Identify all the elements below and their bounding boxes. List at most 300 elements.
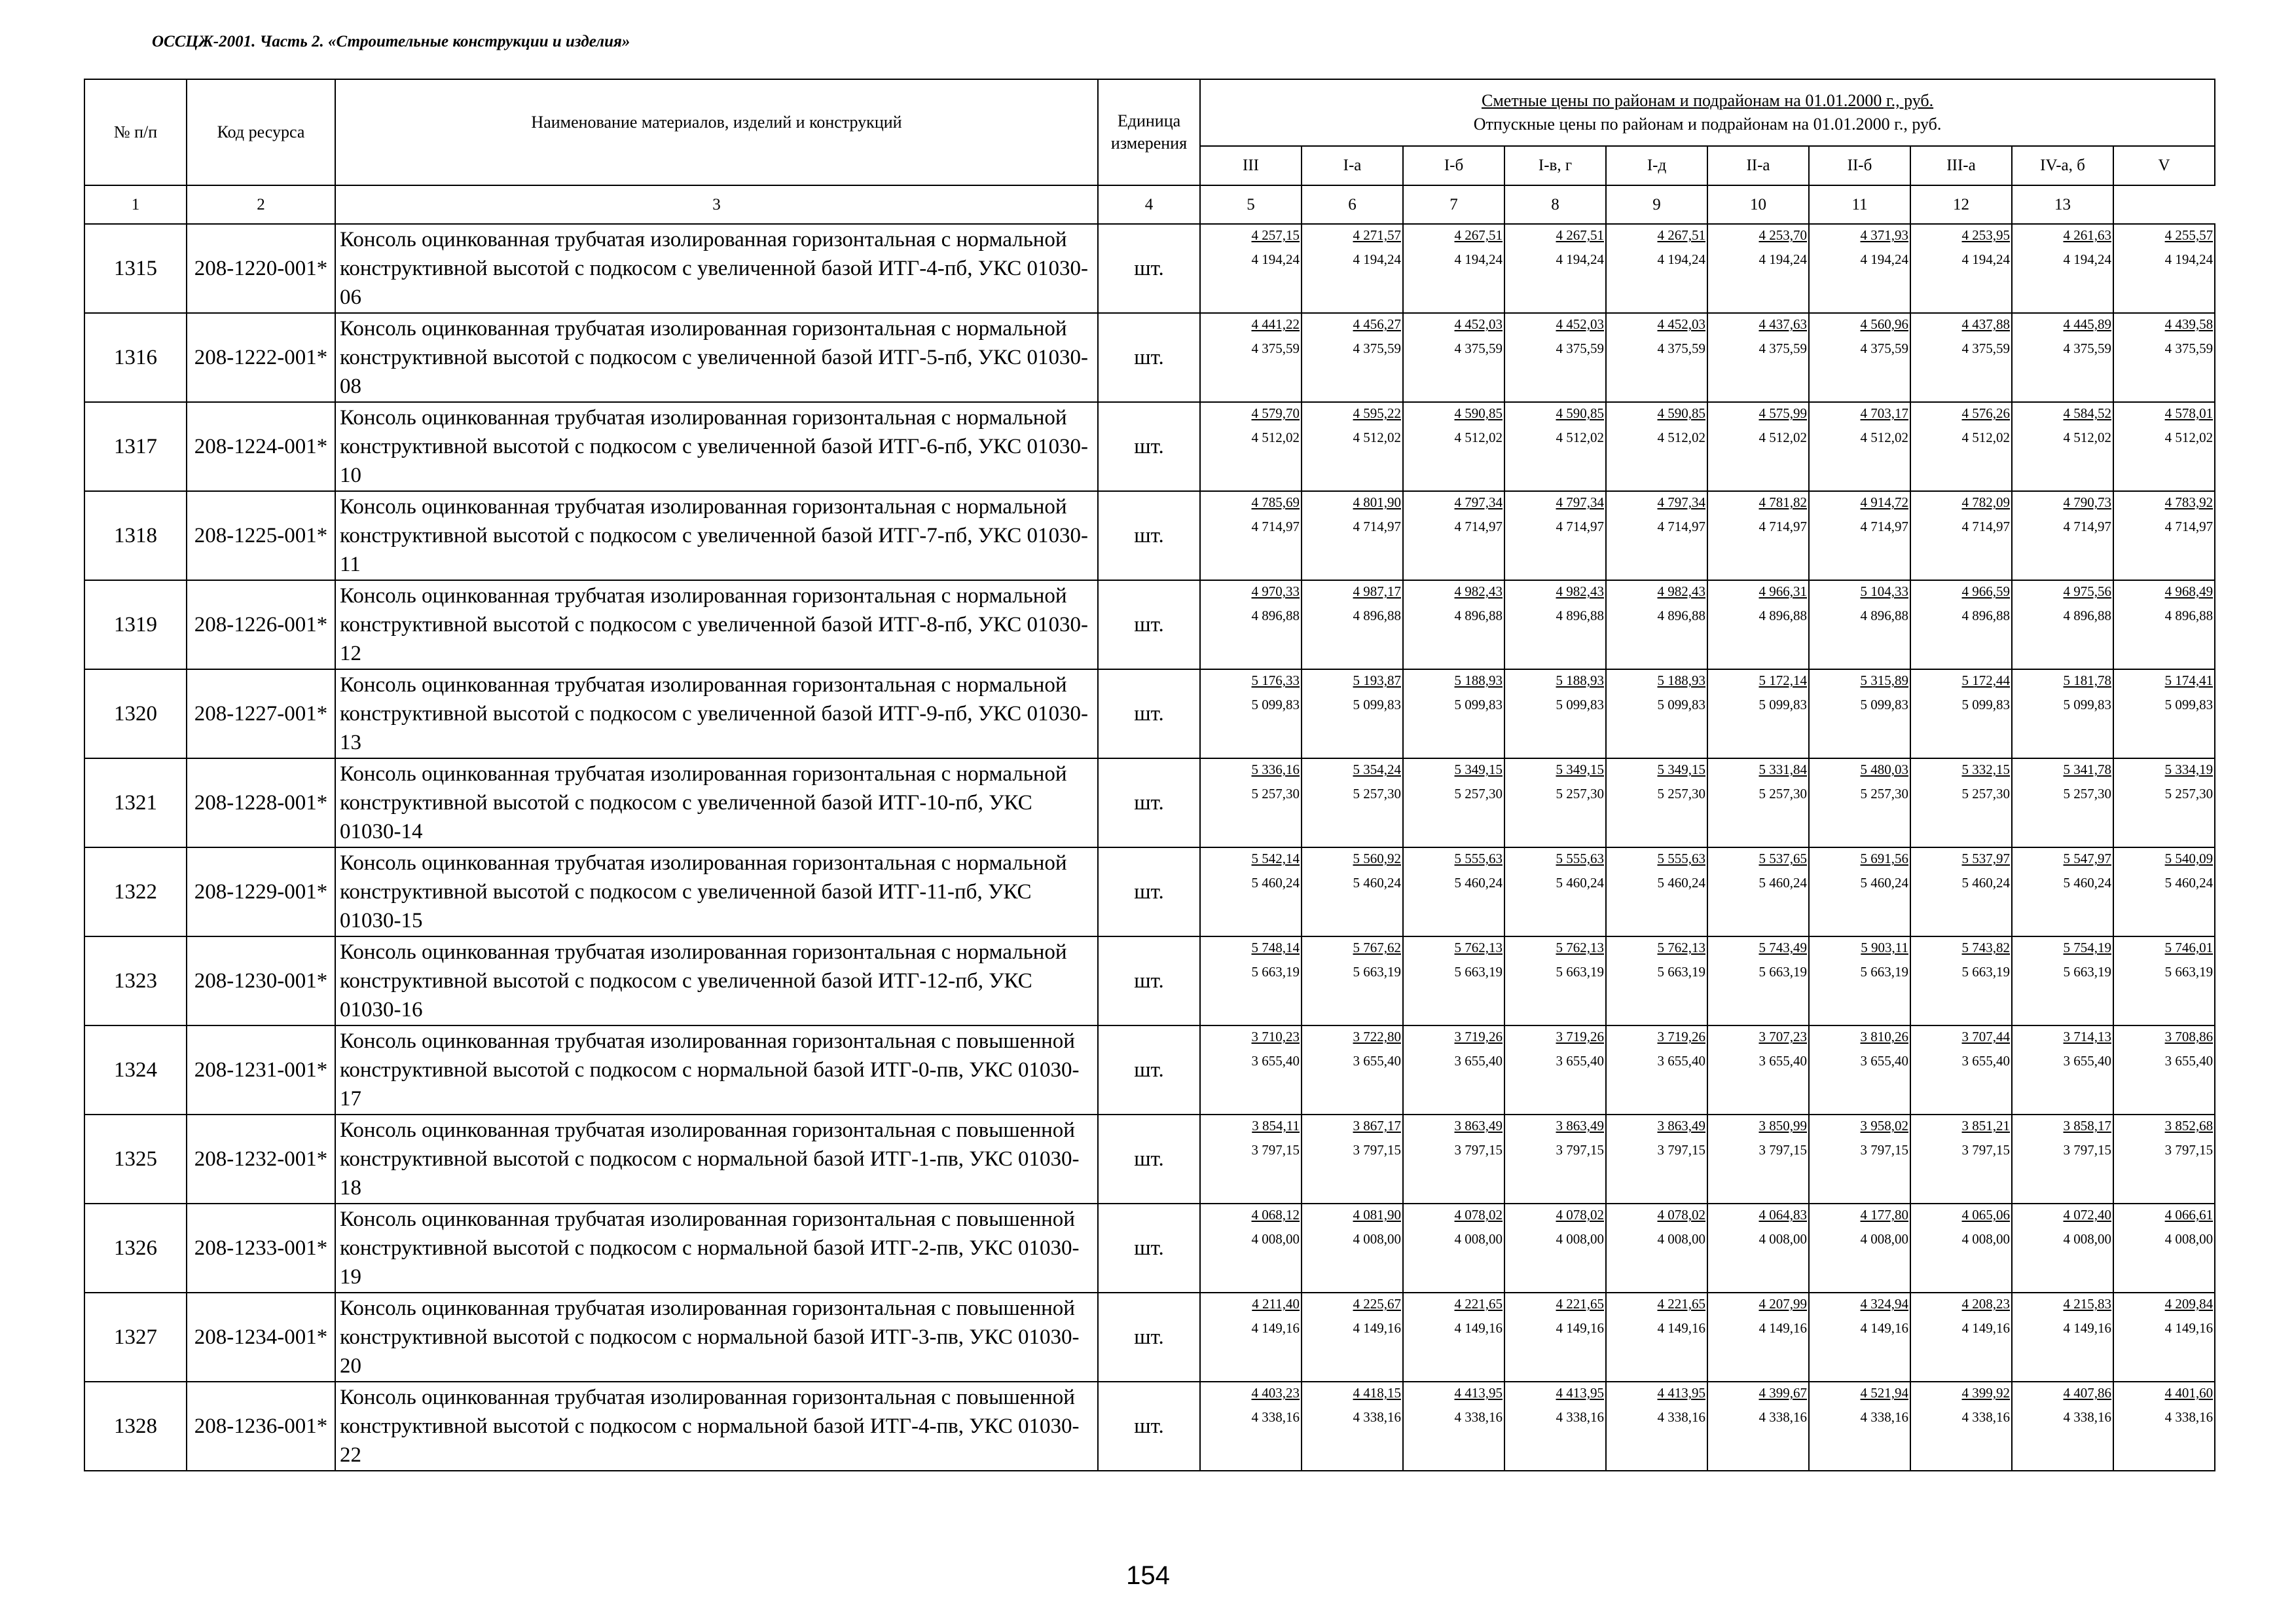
price-cell	[1606, 1115, 1707, 1204]
estimate-price: 4 371,93	[1860, 227, 1908, 243]
release-price: 4 896,88	[1657, 608, 1705, 623]
estimate-price: 3 851,21	[1961, 1118, 2010, 1134]
price-cell	[2012, 224, 2113, 313]
release-price: 4 512,02	[2063, 430, 2111, 445]
price-cell	[1606, 402, 1707, 491]
price-cell	[1606, 224, 1707, 313]
unit-of-measure: шт.	[1098, 936, 1200, 1025]
estimate-price: 4 441,22	[1251, 316, 1300, 332]
release-price: 4 008,00	[1657, 1231, 1705, 1247]
price-cell	[2012, 1293, 2113, 1382]
estimate-price: 5 748,14	[1251, 940, 1300, 955]
table-row	[84, 580, 2215, 669]
price-cell	[1302, 936, 1403, 1025]
column-number: 9	[1606, 185, 1707, 224]
release-price: 3 797,15	[1758, 1142, 1807, 1158]
price-cell	[1809, 1382, 1910, 1471]
price-cell	[1200, 491, 1302, 580]
release-price: 5 460,24	[1860, 875, 1908, 891]
column-number: 2	[187, 185, 335, 224]
price-cell	[2113, 313, 2215, 402]
estimate-price: 4 413,95	[1454, 1385, 1503, 1401]
price-cell	[2113, 580, 2215, 669]
release-price: 4 375,59	[2164, 341, 2214, 356]
unit-of-measure: шт.	[1098, 224, 1200, 313]
unit-of-measure: шт.	[1098, 402, 1200, 491]
estimate-price: 5 480,03	[1860, 762, 1908, 777]
row-number: 1316	[84, 313, 187, 402]
unit-of-measure: шт.	[1098, 1115, 1200, 1204]
price-cell	[1504, 313, 1606, 402]
estimate-price: 4 078,02	[1454, 1207, 1503, 1223]
price-cell	[1200, 1293, 1302, 1382]
release-price: 4 008,00	[1251, 1231, 1300, 1247]
release-price: 4 338,16	[1758, 1409, 1807, 1425]
header-price-estimate: Сметные цены по районам и подрайонам на 01.01.2000 г., руб.	[1481, 91, 1934, 110]
table-row	[84, 847, 2215, 936]
estimate-price: 4 225,67	[1353, 1296, 1401, 1312]
estimate-price: 5 762,13	[1454, 940, 1503, 955]
release-price: 5 460,24	[2164, 875, 2214, 891]
resource-code: 208-1224-001*	[187, 402, 335, 491]
column-number-row	[84, 185, 2215, 224]
estimate-price: 4 209,84	[2164, 1296, 2214, 1312]
estimate-price: 4 407,86	[2063, 1385, 2111, 1401]
estimate-price: 4 253,95	[1961, 227, 2010, 243]
price-cell	[1910, 1293, 2012, 1382]
release-price: 5 663,19	[1454, 964, 1503, 980]
price-cell	[1910, 491, 2012, 580]
release-price: 3 655,40	[1454, 1053, 1503, 1069]
price-cell	[2113, 758, 2215, 847]
price-cell	[2113, 1025, 2215, 1115]
release-price: 4 008,00	[1556, 1231, 1604, 1247]
price-cell	[1302, 224, 1403, 313]
price-cell	[1302, 1204, 1403, 1293]
price-cell	[1910, 224, 2012, 313]
resource-code: 208-1236-001*	[187, 1382, 335, 1471]
estimate-price: 5 746,01	[2164, 940, 2214, 955]
price-cell	[1606, 936, 1707, 1025]
estimate-price: 4 797,34	[1556, 494, 1604, 510]
estimate-price: 4 439,58	[2164, 316, 2214, 332]
price-cell	[1707, 580, 1809, 669]
estimate-price: 4 781,82	[1758, 494, 1807, 510]
estimate-price: 5 547,97	[2063, 851, 2111, 866]
region-header: I-в, г	[1504, 146, 1606, 185]
unit-of-measure: шт.	[1098, 758, 1200, 847]
estimate-price: 5 555,63	[1556, 851, 1604, 866]
estimate-price: 4 590,85	[1657, 405, 1705, 421]
price-cell	[2012, 491, 2113, 580]
price-cell	[1302, 1293, 1403, 1382]
estimate-price: 4 399,92	[1961, 1385, 2010, 1401]
price-cell	[1910, 936, 2012, 1025]
price-cell	[1200, 313, 1302, 402]
item-name: Консоль оцинкованная трубчатая изолированная горизонтальная с повышенной конструктивной высотой с подкосом с нормальной базой ИТГ-1-пв, УКС 01030-18	[335, 1115, 1098, 1204]
price-cell	[1200, 758, 1302, 847]
release-price: 4 714,97	[1556, 519, 1604, 534]
estimate-price: 3 708,86	[2164, 1029, 2214, 1044]
price-cell	[1606, 669, 1707, 758]
release-price: 5 099,83	[1657, 697, 1705, 712]
row-number: 1324	[84, 1025, 187, 1115]
row-number: 1320	[84, 669, 187, 758]
release-price: 4 714,97	[1454, 519, 1503, 534]
release-price: 4 375,59	[1961, 341, 2010, 356]
release-price: 3 797,15	[2063, 1142, 2111, 1158]
column-number: 10	[1707, 185, 1809, 224]
release-price: 5 257,30	[1556, 786, 1604, 802]
estimate-price: 5 540,09	[2164, 851, 2214, 866]
price-cell	[1809, 1025, 1910, 1115]
estimate-price: 4 399,67	[1758, 1385, 1807, 1401]
release-price: 4 512,02	[1454, 430, 1503, 445]
price-cell	[1403, 491, 1504, 580]
price-cell	[1707, 1382, 1809, 1471]
resource-code: 208-1225-001*	[187, 491, 335, 580]
price-cell	[1200, 224, 1302, 313]
release-price: 3 655,40	[1353, 1053, 1401, 1069]
release-price: 4 896,88	[1556, 608, 1604, 623]
price-cell	[2113, 1204, 2215, 1293]
release-price: 4 149,16	[1556, 1320, 1604, 1336]
price-cell	[1302, 847, 1403, 936]
price-cell	[1910, 1204, 2012, 1293]
price-cell	[1910, 1115, 2012, 1204]
release-price: 4 375,59	[1860, 341, 1908, 356]
estimate-price: 3 958,02	[1860, 1118, 1908, 1134]
release-price: 4 194,24	[1657, 251, 1705, 267]
price-cell	[1403, 669, 1504, 758]
release-price: 5 099,83	[1556, 697, 1604, 712]
release-price: 4 194,24	[1961, 251, 2010, 267]
release-price: 5 099,83	[1758, 697, 1807, 712]
price-cell	[2012, 1115, 2113, 1204]
estimate-price: 5 691,56	[1860, 851, 1908, 866]
estimate-price: 4 072,40	[2063, 1207, 2111, 1223]
row-number: 1321	[84, 758, 187, 847]
release-price: 3 797,15	[2164, 1142, 2214, 1158]
estimate-price: 4 324,94	[1860, 1296, 1908, 1312]
release-price: 4 512,02	[1353, 430, 1401, 445]
release-price: 4 008,00	[2063, 1231, 2111, 1247]
estimate-price: 4 261,63	[2063, 227, 2111, 243]
release-price: 3 655,40	[1758, 1053, 1807, 1069]
region-header: I-а	[1302, 146, 1403, 185]
estimate-price: 4 970,33	[1251, 583, 1300, 599]
release-price: 4 149,16	[1860, 1320, 1908, 1336]
estimate-price: 5 349,15	[1556, 762, 1604, 777]
estimate-price: 4 267,51	[1454, 227, 1503, 243]
release-price: 4 896,88	[1353, 608, 1401, 623]
release-price: 5 460,24	[1251, 875, 1300, 891]
release-price: 5 257,30	[1657, 786, 1705, 802]
price-cell	[2012, 313, 2113, 402]
resource-code: 208-1229-001*	[187, 847, 335, 936]
price-cell	[1606, 491, 1707, 580]
price-cell	[1200, 580, 1302, 669]
price-cell	[2113, 1382, 2215, 1471]
price-cell	[2012, 1382, 2113, 1471]
resource-code: 208-1226-001*	[187, 580, 335, 669]
column-number: 7	[1403, 185, 1504, 224]
estimate-price: 5 332,15	[1961, 762, 2010, 777]
release-price: 4 512,02	[1556, 430, 1604, 445]
estimate-price: 4 575,99	[1758, 405, 1807, 421]
release-price: 5 663,19	[1961, 964, 2010, 980]
region-header: I-д	[1606, 146, 1707, 185]
row-number: 1323	[84, 936, 187, 1025]
release-price: 4 896,88	[1251, 608, 1300, 623]
estimate-price: 4 207,99	[1758, 1296, 1807, 1312]
release-price: 4 008,00	[1454, 1231, 1503, 1247]
estimate-price: 4 255,57	[2164, 227, 2214, 243]
price-cell	[1707, 936, 1809, 1025]
table-row	[84, 402, 2215, 491]
price-cell	[1707, 1293, 1809, 1382]
header-row	[84, 79, 2215, 146]
release-price: 5 663,19	[2164, 964, 2214, 980]
price-cell	[1403, 847, 1504, 936]
price-cell	[1910, 1382, 2012, 1471]
region-header: IV-а, б	[2012, 146, 2113, 185]
estimate-price: 4 452,03	[1556, 316, 1604, 332]
price-cell	[2012, 580, 2113, 669]
release-price: 3 797,15	[1556, 1142, 1604, 1158]
release-price: 4 008,00	[1353, 1231, 1401, 1247]
estimate-price: 4 968,49	[2164, 583, 2214, 599]
release-price: 4 338,16	[1251, 1409, 1300, 1425]
estimate-price: 4 456,27	[1353, 316, 1401, 332]
release-price: 5 257,30	[1251, 786, 1300, 802]
estimate-price: 3 863,49	[1454, 1118, 1503, 1134]
estimate-price: 4 065,06	[1961, 1207, 2010, 1223]
price-cell	[2113, 402, 2215, 491]
price-cell	[1809, 402, 1910, 491]
table-row	[84, 224, 2215, 313]
estimate-price: 3 863,49	[1657, 1118, 1705, 1134]
resource-code: 208-1234-001*	[187, 1293, 335, 1382]
estimate-price: 5 560,92	[1353, 851, 1401, 866]
release-price: 4 896,88	[1961, 608, 2010, 623]
item-name: Консоль оцинкованная трубчатая изолированная горизонтальная с нормальной конструктивной высотой с подкосом с увеличенной базой ИТГ-8-пб, УКС 01030-12	[335, 580, 1098, 669]
release-price: 5 257,30	[1353, 786, 1401, 802]
release-price: 4 194,24	[1860, 251, 1908, 267]
price-cell	[1302, 1115, 1403, 1204]
estimate-price: 4 590,85	[1454, 405, 1503, 421]
price-cell	[1606, 847, 1707, 936]
price-cell	[2012, 1204, 2113, 1293]
estimate-price: 4 066,61	[2164, 1207, 2214, 1223]
price-cell	[1403, 1293, 1504, 1382]
region-header: II-б	[1809, 146, 1910, 185]
price-cell	[1200, 669, 1302, 758]
price-cell	[1302, 669, 1403, 758]
item-name: Консоль оцинкованная трубчатая изолированная горизонтальная с нормальной конструктивной высотой с подкосом с увеличенной базой ИТГ-12-пб, УКС 01030-16	[335, 936, 1098, 1025]
release-price: 5 460,24	[1454, 875, 1503, 891]
release-price: 4 512,02	[1961, 430, 2010, 445]
price-cell	[1403, 1115, 1504, 1204]
price-cell	[1504, 1115, 1606, 1204]
estimate-price: 4 579,70	[1251, 405, 1300, 421]
price-cell	[1504, 402, 1606, 491]
price-cell	[1707, 758, 1809, 847]
release-price: 5 257,30	[1758, 786, 1807, 802]
estimate-price: 5 754,19	[2063, 940, 2111, 955]
estimate-price: 5 188,93	[1454, 673, 1503, 688]
estimate-price: 4 790,73	[2063, 494, 2111, 510]
price-cell	[1809, 936, 1910, 1025]
release-price: 5 099,83	[1454, 697, 1503, 712]
row-number: 1322	[84, 847, 187, 936]
table-row	[84, 313, 2215, 402]
release-price: 3 655,40	[2164, 1053, 2214, 1069]
estimate-price: 4 452,03	[1454, 316, 1503, 332]
row-number: 1318	[84, 491, 187, 580]
estimate-price: 5 104,33	[1860, 583, 1908, 599]
estimate-price: 5 537,65	[1758, 851, 1807, 866]
estimate-price: 4 801,90	[1353, 494, 1401, 510]
column-number: 6	[1302, 185, 1403, 224]
price-cell	[1504, 669, 1606, 758]
estimate-price: 4 975,56	[2063, 583, 2111, 599]
column-number: 3	[335, 185, 1098, 224]
release-price: 4 008,00	[2164, 1231, 2214, 1247]
release-price: 5 663,19	[1556, 964, 1604, 980]
estimate-price: 3 867,17	[1353, 1118, 1401, 1134]
release-price: 4 338,16	[1454, 1409, 1503, 1425]
release-price: 4 896,88	[1860, 608, 1908, 623]
estimate-price: 4 914,72	[1860, 494, 1908, 510]
release-price: 5 460,24	[2063, 875, 2111, 891]
row-number: 1317	[84, 402, 187, 491]
estimate-price: 4 215,83	[2063, 1296, 2111, 1312]
release-price: 4 338,16	[1860, 1409, 1908, 1425]
release-price: 4 149,16	[1961, 1320, 2010, 1336]
price-cell	[1200, 1204, 1302, 1293]
release-price: 4 194,24	[1251, 251, 1300, 267]
header-name: Наименование материалов, изделий и конструкций	[335, 79, 1098, 185]
unit-of-measure: шт.	[1098, 491, 1200, 580]
price-cell	[1707, 224, 1809, 313]
release-price: 4 896,88	[2164, 608, 2214, 623]
price-cell	[1707, 847, 1809, 936]
price-cell	[2012, 936, 2113, 1025]
unit-of-measure: шт.	[1098, 669, 1200, 758]
column-number: 11	[1809, 185, 1910, 224]
estimate-price: 4 595,22	[1353, 405, 1401, 421]
price-cell	[1302, 758, 1403, 847]
item-name: Консоль оцинкованная трубчатая изолированная горизонтальная с повышенной конструктивной высотой с подкосом с нормальной базой ИТГ-4-пв, УКС 01030-22	[335, 1382, 1098, 1471]
price-cell	[1910, 669, 2012, 758]
release-price: 4 896,88	[2063, 608, 2111, 623]
release-price: 4 194,24	[2164, 251, 2214, 267]
table-row	[84, 669, 2215, 758]
price-cell	[2113, 847, 2215, 936]
page-number: 154	[1126, 1561, 1170, 1590]
estimate-price: 4 253,70	[1758, 227, 1807, 243]
release-price: 3 655,40	[1657, 1053, 1705, 1069]
release-price: 5 099,83	[1251, 697, 1300, 712]
estimate-price: 3 863,49	[1556, 1118, 1604, 1134]
price-cell	[1606, 1204, 1707, 1293]
release-price: 4 375,59	[1454, 341, 1503, 356]
release-price: 4 149,16	[1353, 1320, 1401, 1336]
price-cell	[2012, 669, 2113, 758]
table-row	[84, 1025, 2215, 1115]
estimate-price: 4 208,23	[1961, 1296, 2010, 1312]
estimate-price: 4 982,43	[1454, 583, 1503, 599]
price-cell	[1707, 1115, 1809, 1204]
release-price: 4 149,16	[1657, 1320, 1705, 1336]
resource-code: 208-1233-001*	[187, 1204, 335, 1293]
table-row	[84, 936, 2215, 1025]
release-price: 3 797,15	[1353, 1142, 1401, 1158]
estimate-price: 4 221,65	[1454, 1296, 1503, 1312]
estimate-price: 4 221,65	[1657, 1296, 1705, 1312]
estimate-price: 4 403,23	[1251, 1385, 1300, 1401]
release-price: 5 099,83	[1860, 697, 1908, 712]
item-name: Консоль оцинкованная трубчатая изолированная горизонтальная с нормальной конструктивной высотой с подкосом с увеличенной базой ИТГ-10-пб, УКС 01030-14	[335, 758, 1098, 847]
estimate-price: 4 413,95	[1556, 1385, 1604, 1401]
price-cell	[2012, 758, 2113, 847]
estimate-price: 4 982,43	[1657, 583, 1705, 599]
resource-code: 208-1220-001*	[187, 224, 335, 313]
table-row	[84, 1115, 2215, 1204]
table-row	[84, 491, 2215, 580]
price-cell	[1504, 1204, 1606, 1293]
estimate-price: 4 401,60	[2164, 1385, 2214, 1401]
price-cell	[1302, 580, 1403, 669]
resource-code: 208-1230-001*	[187, 936, 335, 1025]
release-price: 4 008,00	[1758, 1231, 1807, 1247]
price-cell	[1200, 1115, 1302, 1204]
estimate-price: 5 349,15	[1657, 762, 1705, 777]
price-cell	[1606, 313, 1707, 402]
price-cell	[1809, 224, 1910, 313]
price-cell	[2012, 1025, 2113, 1115]
release-price: 4 194,24	[1758, 251, 1807, 267]
estimate-price: 5 767,62	[1353, 940, 1401, 955]
estimate-price: 4 783,92	[2164, 494, 2214, 510]
release-price: 4 194,24	[1454, 251, 1503, 267]
column-number: 12	[1910, 185, 2012, 224]
row-number: 1327	[84, 1293, 187, 1382]
estimate-price: 4 078,02	[1657, 1207, 1705, 1223]
column-number: 5	[1200, 185, 1302, 224]
price-cell	[2113, 669, 2215, 758]
release-price: 4 714,97	[2063, 519, 2111, 534]
price-cell	[1809, 1204, 1910, 1293]
release-price: 5 460,24	[1961, 875, 2010, 891]
price-cell	[2113, 936, 2215, 1025]
price-cell	[1504, 1293, 1606, 1382]
release-price: 4 896,88	[1454, 608, 1503, 623]
release-price: 5 460,24	[1353, 875, 1401, 891]
release-price: 5 257,30	[1961, 786, 2010, 802]
estimate-price: 3 719,26	[1556, 1029, 1604, 1044]
header-price-release: Отпускные цены по районам и подрайонам на 01.01.2000 г., руб.	[1473, 115, 1942, 134]
header-code: Код ресурса	[187, 79, 335, 185]
price-cell	[2012, 402, 2113, 491]
release-price: 4 149,16	[2063, 1320, 2111, 1336]
price-cell	[1809, 847, 1910, 936]
column-number: 4	[1098, 185, 1200, 224]
item-name: Консоль оцинкованная трубчатая изолированная горизонтальная с нормальной конструктивной высотой с подкосом с увеличенной базой ИТГ-11-пб, УКС 01030-15	[335, 847, 1098, 936]
price-cell	[1200, 1025, 1302, 1115]
unit-of-measure: шт.	[1098, 1025, 1200, 1115]
